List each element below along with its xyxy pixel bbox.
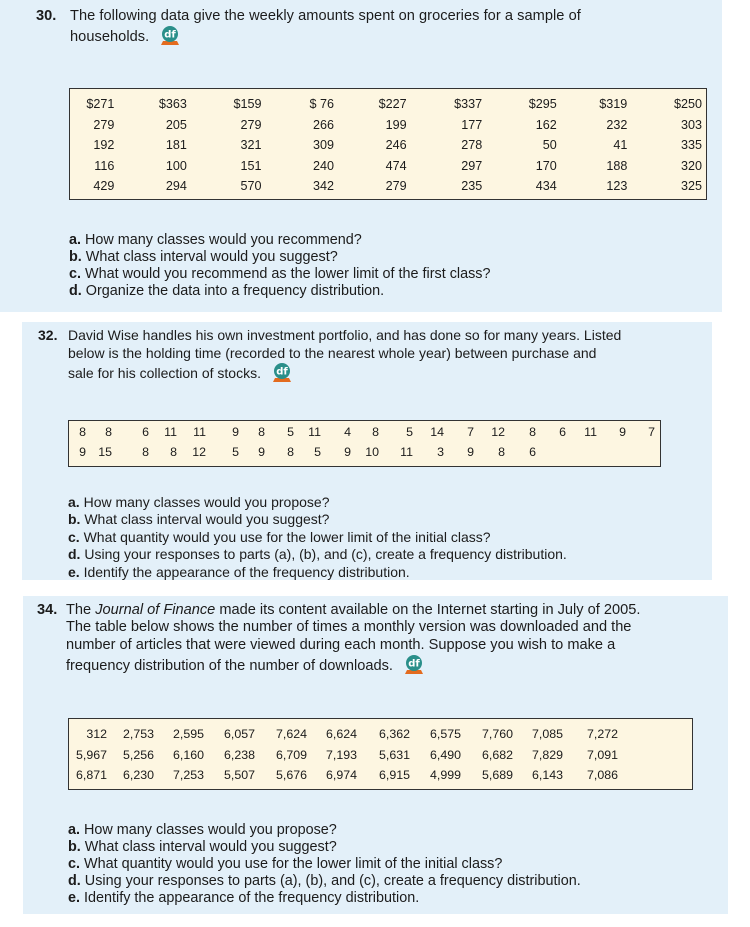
table-cell: 8 [170,444,177,459]
table-cell: 7,272 [586,727,618,741]
table-cell: 8 [372,425,379,439]
question-part-a [68,822,581,839]
table-cell: 474 [385,158,407,173]
part-text: What quantity would you use for the lower limit of the initial class? [79,528,491,545]
table-cell: 232 [606,117,628,132]
table-cell: 8 [142,444,149,459]
table-cell: 199 [385,117,407,132]
table-cell: 7,091 [586,747,618,762]
table-cell [536,443,566,463]
part-text: What class interval would you suggest? [80,511,330,528]
table-row [69,745,618,766]
table-cell: 11 [193,425,206,439]
part-letter: a. [68,822,81,838]
df-data-file-icon[interactable] [159,25,181,45]
question-32-parts [68,494,567,581]
table-cell: 9 [258,444,265,459]
table-cell: 7,829 [531,747,563,762]
question-part-d [68,546,567,563]
question-34-line2: The table below shows the number of times a monthly version was downloaded and the [66,619,632,636]
table-cell: 6,160 [172,747,204,762]
question-part-c [68,529,567,546]
part-text: How many classes would you recommend? [81,232,362,248]
question-32-line1: David Wise handles his own investment portfolio, and has done so for many years. Listed [68,327,622,343]
question-34-line4: frequency distribution of the number of downloads. [66,658,393,675]
table-cell: 240 [313,158,335,173]
table-cell: 429 [93,179,115,194]
table-cell [566,443,597,463]
part-text: What class interval would you suggest? [80,839,337,855]
table-cell: $250 [673,97,702,111]
table-cell: 6 [142,425,149,439]
table-cell: $159 [233,97,262,111]
table-cell [597,443,626,463]
table-cell: 6,575 [429,727,461,741]
table-cell: 15 [98,444,112,459]
table-cell: 8 [105,425,112,439]
table-cell: 6,871 [75,768,107,783]
table-cell: 303 [680,117,702,132]
table-cell: 266 [313,117,335,132]
table-cell: 309 [313,138,335,153]
table-cell: 312 [86,727,107,741]
table-cell: 9 [344,444,351,459]
table-cell: 7 [648,425,655,439]
table-cell: 162 [535,117,557,132]
part-letter: e. [68,563,80,580]
part-text: What would you recommend as the lower limit of the first class? [81,266,491,282]
table-cell: 5 [232,444,239,459]
question-32-line3: sale for his collection of stocks. [68,365,261,382]
table-cell: 325 [680,179,702,194]
table-cell: 151 [240,158,262,173]
table-cell: 2,595 [172,727,204,741]
table-cell: 6 [559,425,566,439]
table-cell: 5,631 [378,747,410,762]
question-34-parts [68,822,581,907]
table-cell: 11 [308,425,321,439]
table-cell: 123 [606,179,628,194]
table-cell: 11 [400,444,413,459]
table-row [70,115,702,136]
table-cell: 8 [79,425,86,439]
part-text: How many classes would you propose? [79,494,330,510]
table-cell: 278 [461,138,483,153]
table-cell: 294 [165,179,187,194]
table-cell: 5,676 [275,768,307,783]
question-30-parts [69,232,491,300]
part-text: Identify the appearance of the frequency distribution. [80,890,420,906]
question-34-stem [37,602,727,676]
question-32-stem [38,327,718,383]
table-cell: 342 [313,179,335,194]
question-part-e [68,564,567,581]
df-data-file-icon[interactable] [271,362,293,382]
question-part-c [68,856,581,873]
part-text: Using your responses to parts (a), (b), and (c), create a frequency distribution. [80,873,581,889]
svg-text:df: df [164,29,177,41]
table-cell: 12 [491,425,505,439]
table-cell: 7 [467,425,474,439]
table-cell: $337 [454,97,483,111]
table-cell: 570 [240,179,262,194]
question-part-b [69,249,491,266]
part-letter: b. [68,511,81,528]
table-cell: 4,999 [429,768,461,783]
part-letter: b. [69,249,82,265]
question-34-line3: number of articles that were viewed during each month. Suppose you wish to make a [66,636,616,653]
part-text: What quantity would you use for the lower limit of the initial class? [80,856,503,872]
table-cell: 5,967 [75,747,107,762]
table-cell: 7,760 [481,727,513,741]
question-30-data-table [69,88,707,200]
table-cell: 7,624 [275,727,307,741]
question-part-d [69,283,491,300]
table-row [70,156,702,177]
table-row [69,765,618,786]
part-letter: a. [68,494,80,510]
part-letter: d. [68,873,81,889]
table-cell: $319 [599,97,628,111]
question-34-line1-pre: The [66,602,96,618]
table-cell: 9 [79,444,86,459]
question-30-number: 30. [36,8,57,24]
table-row [70,135,702,156]
question-part-b [68,511,567,528]
question-34-number: 34. [37,602,58,618]
table-cell: $227 [378,97,407,111]
table-cell: 5,689 [481,768,513,783]
table-cell: 279 [93,117,115,132]
table-cell: 5 [287,425,294,439]
table-cell: 9 [467,444,474,459]
question-34-data-table [68,718,693,790]
svg-text:df: df [408,658,420,670]
question-32-number: 32. [38,327,58,343]
table-cell: 6,709 [275,747,307,762]
table-cell: 6 [529,444,536,459]
part-letter: a. [69,232,82,248]
part-text: What class interval would you suggest? [81,249,338,265]
table-cell: 50 [542,138,557,153]
table-cell: 6,974 [325,768,357,783]
part-letter: d. [68,546,81,563]
table-cell: 335 [680,138,702,153]
part-text: How many classes would you propose? [80,822,337,838]
table-cell: 170 [535,158,557,173]
table-cell: 41 [613,138,628,153]
svg-text:df: df [276,366,288,378]
table-cell: 181 [165,138,187,153]
question-part-d [68,873,581,890]
table-cell: $295 [528,97,557,111]
table-cell: 297 [461,158,483,173]
table-cell: 7,085 [531,727,563,741]
table-cell: 7,086 [586,768,618,783]
table-cell: 8 [287,444,294,459]
table-cell: 11 [584,425,597,439]
table-cell: 7,253 [172,768,204,783]
table-cell: 6,682 [481,747,513,762]
table-cell: 177 [461,117,483,132]
part-letter: c. [69,266,82,282]
table-cell: $ 76 [309,97,335,111]
table-cell: 6,362 [378,727,410,741]
question-30-stem [36,8,720,47]
table-cell: 6,490 [429,747,461,762]
table-cell: 2,753 [122,727,154,741]
table-cell: 6,230 [122,768,154,783]
table-cell: $271 [86,97,115,111]
part-text: Identify the appearance of the frequency distribution. [79,563,410,580]
table-cell: 8 [529,425,536,439]
part-text: Organize the data into a frequency distribution. [81,283,385,299]
table-cell: 6,057 [223,727,255,741]
table-cell: 321 [240,138,262,153]
table-cell: 4 [344,425,351,439]
table-cell: 192 [93,138,115,153]
table-cell: 5,256 [122,747,154,762]
question-32-line2: below is the holding time (recorded to the nearest whole year) between purchase and [68,344,597,361]
table-cell: 205 [165,117,187,132]
table-row [69,423,655,443]
table-row [69,443,655,463]
table-cell: 5,507 [223,768,255,783]
table-cell: 6,238 [223,747,255,762]
table-cell: 9 [232,425,239,439]
table-cell: 279 [385,179,407,194]
table-cell: $363 [158,97,187,111]
table-cell: 235 [461,179,483,194]
question-part-a [68,494,567,511]
table-cell: 9 [619,425,626,439]
question-part-b [68,839,581,856]
table-cell: 5 [314,444,321,459]
question-30-line1: The following data give the weekly amounts spent on groceries for a sample of [70,8,581,24]
table-cell: 5 [406,425,413,439]
question-30-line2: households. [70,29,150,46]
table-cell: 8 [258,425,265,439]
table-cell: 434 [535,179,557,194]
part-text: Using your responses to parts (a), (b), and (c), create a frequency distribution. [80,546,567,563]
table-cell: 6,915 [378,768,410,783]
table-cell [626,443,655,463]
part-letter: d. [69,283,82,299]
table-cell: 6,624 [325,727,357,741]
table-cell: 8 [498,444,505,459]
question-32-data-table [68,420,661,467]
part-letter: b. [68,839,81,855]
table-cell: 12 [192,444,206,459]
question-part-e [68,890,581,907]
question-part-a [69,232,491,249]
table-cell: 7,193 [325,747,357,762]
table-row [70,176,702,197]
question-part-c [69,266,491,283]
table-row [69,724,618,745]
question-34-line1-post: made its content available on the Internet starting in July of 2005. [215,602,641,618]
table-cell: 3 [437,444,444,459]
part-letter: c. [68,856,81,872]
table-cell: 11 [164,425,177,439]
part-letter: e. [68,890,81,906]
table-cell: 14 [430,425,444,439]
part-letter: c. [68,528,80,545]
table-cell: 116 [94,158,115,173]
table-cell: 246 [385,138,407,153]
table-row [70,94,702,115]
table-cell: 320 [680,158,702,173]
df-data-file-icon[interactable] [403,654,425,674]
table-cell: 188 [606,158,628,173]
table-cell: 6,143 [531,768,563,783]
journal-title: Journal of Finance [95,602,216,618]
table-cell: 10 [365,444,379,459]
table-cell: 279 [240,117,262,132]
table-cell: 100 [165,158,187,173]
